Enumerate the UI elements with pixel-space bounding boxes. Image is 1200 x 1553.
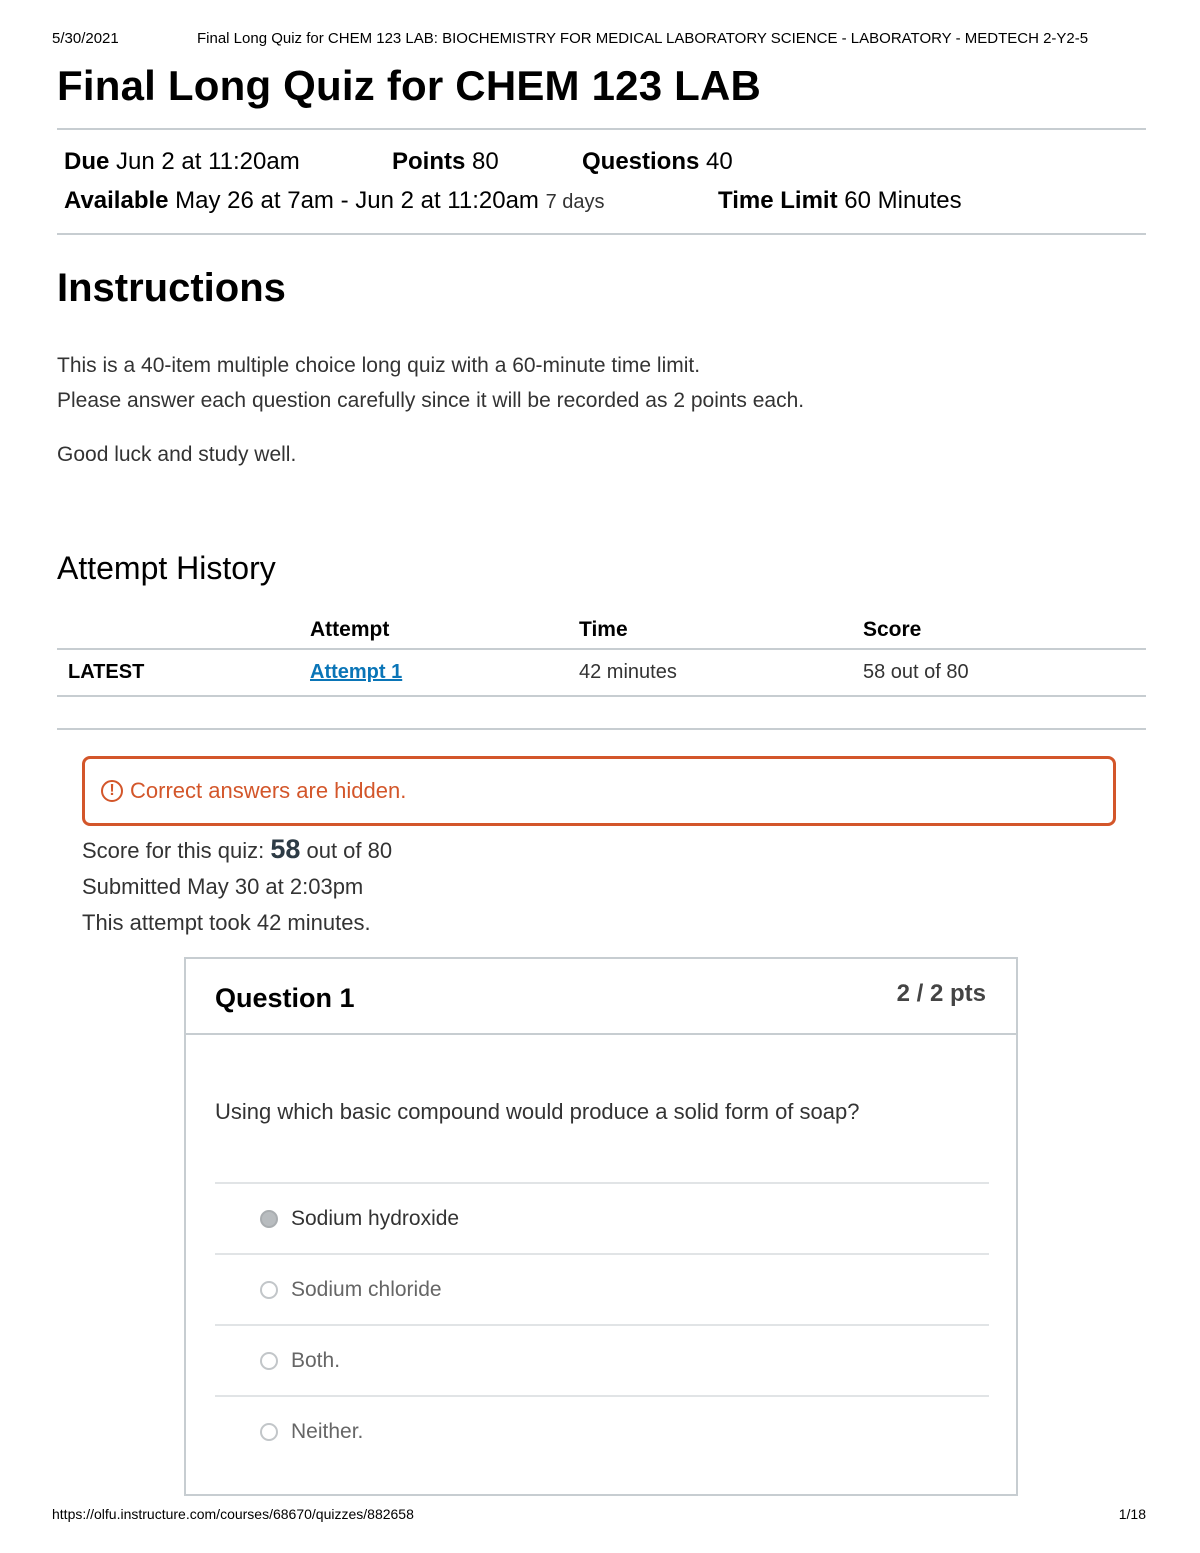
answer-option[interactable] [215, 1253, 989, 1324]
attempt-score: 58 out of 80 [863, 649, 1146, 696]
exclamation-circle-icon: ! [101, 780, 123, 802]
radio-empty-icon[interactable] [260, 1423, 278, 1441]
available-detail [64, 187, 605, 215]
radio-empty-icon[interactable] [260, 1352, 278, 1370]
print-header [52, 30, 1132, 47]
answer-option[interactable] [215, 1182, 989, 1253]
column-header-attempt: Attempt [310, 612, 579, 649]
instructions-line-1: This is a 40-item multiple choice long quiz with a 60-minute time limit. [57, 354, 701, 377]
column-header-score: Score [863, 612, 1146, 649]
answer-option[interactable] [215, 1395, 989, 1466]
page-title: Final Long Quiz for CHEM 123 LAB [57, 62, 762, 109]
print-footer [52, 1506, 1146, 1522]
attempt-1-link[interactable]: Attempt 1 [310, 661, 403, 683]
score-value: 58 [270, 834, 301, 864]
questions-label: Questions [582, 148, 700, 175]
available-duration: 7 days [545, 191, 605, 213]
radio-selected-icon[interactable] [260, 1210, 278, 1228]
score-suffix: out of 80 [306, 838, 393, 863]
instructions-line-2: Please answer each question carefully since it will be recorded as 2 points each. [57, 389, 805, 412]
due-label: Due [64, 148, 110, 175]
answer-label: Both. [291, 1348, 341, 1372]
question-points: 2 / 2 pts [896, 980, 986, 1007]
time-limit-value: 60 Minutes [844, 187, 962, 214]
time-limit-detail [718, 187, 962, 215]
question-header [186, 959, 1016, 1035]
answer-option[interactable] [215, 1324, 989, 1395]
table-row [57, 649, 1146, 696]
attempt-history-heading: Attempt History [57, 550, 276, 586]
time-limit-label: Time Limit [718, 187, 838, 214]
hidden-answers-alert [82, 756, 1116, 826]
instructions-line-3: Good luck and study well. [57, 443, 297, 466]
points-value: 80 [472, 148, 499, 175]
submitted-time: Submitted May 30 at 2:03pm [82, 874, 364, 899]
alert-text: Correct answers are hidden. [130, 778, 407, 803]
print-page-number: 1/18 [1118, 1506, 1146, 1522]
answer-label: Neither. [291, 1419, 364, 1443]
answer-list [215, 1182, 989, 1466]
available-value: May 26 at 7am - Jun 2 at 11:20am [175, 187, 539, 214]
attempt-history-table [57, 612, 1146, 697]
quiz-score [82, 834, 392, 865]
print-url: https://olfu.instructure.com/courses/68670/quizzes/882658 [52, 1506, 414, 1522]
quiz-details [64, 148, 1150, 226]
question-text: Using which basic compound would produce a solid form of soap? [215, 1099, 860, 1124]
print-doc-title: Final Long Quiz for CHEM 123 LAB: BIOCHEMISTRY FOR MEDICAL LABORATORY SCIENCE - LABORATORY - MEDTECH 2-Y2-5 [197, 30, 1089, 47]
details-divider [57, 233, 1146, 235]
due-detail [64, 148, 300, 176]
history-divider [57, 728, 1146, 730]
print-date: 5/30/2021 [52, 30, 119, 47]
answer-label: Sodium chloride [291, 1277, 442, 1301]
questions-detail [582, 148, 733, 176]
radio-empty-icon[interactable] [260, 1281, 278, 1299]
score-prefix: Score for this quiz: [82, 838, 265, 863]
column-header-time: Time [579, 612, 863, 649]
questions-value: 40 [706, 148, 733, 175]
points-detail [392, 148, 499, 176]
title-divider [57, 128, 1146, 130]
table-header-row [57, 612, 1146, 649]
answer-label: Sodium hydroxide [291, 1206, 460, 1230]
attempt-time: 42 minutes [579, 649, 863, 696]
question-card [184, 957, 1018, 1496]
due-value: Jun 2 at 11:20am [116, 148, 300, 175]
attempt-duration: This attempt took 42 minutes. [82, 910, 371, 935]
question-title: Question 1 [215, 983, 355, 1013]
available-label: Available [64, 187, 169, 214]
attempt-status: LATEST [57, 649, 310, 696]
instructions-heading: Instructions [57, 266, 286, 310]
column-header-status [57, 612, 310, 649]
points-label: Points [392, 148, 466, 175]
